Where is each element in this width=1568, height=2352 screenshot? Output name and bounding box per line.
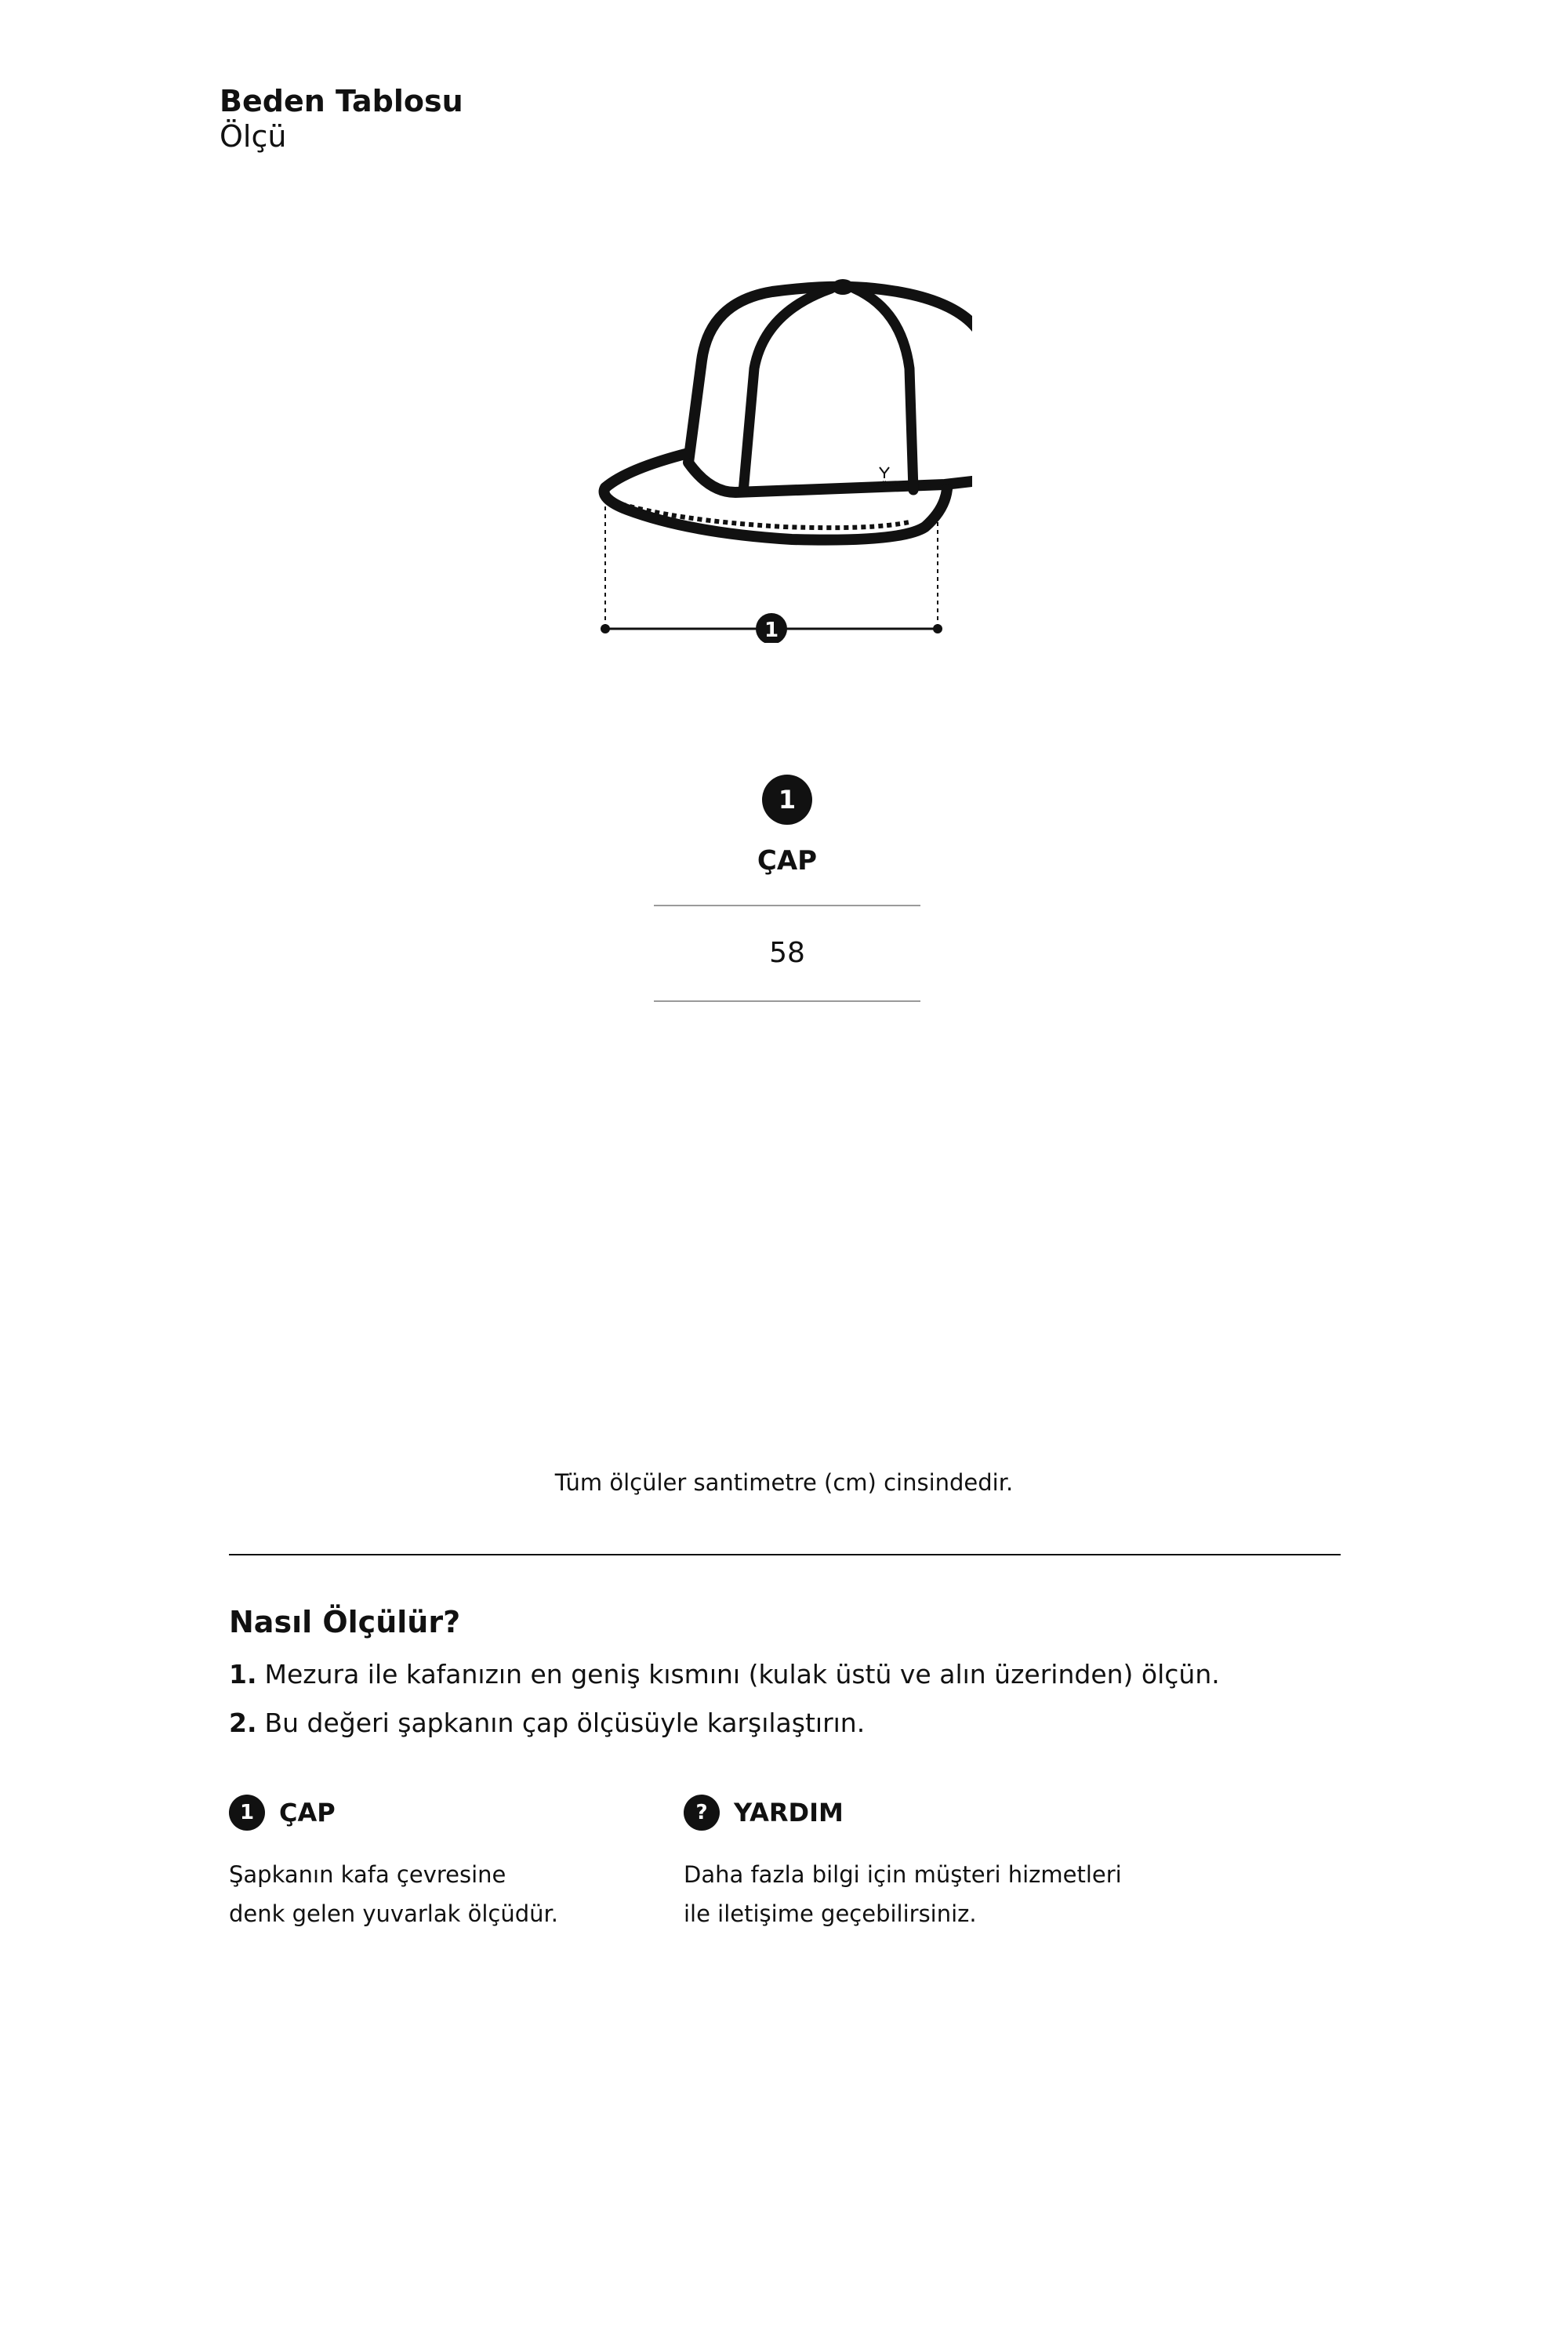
section-divider <box>229 1554 1341 1555</box>
svg-text:1: 1 <box>764 619 779 642</box>
size-table-bottom-rule <box>654 1000 920 1002</box>
size-value-cell: 58 <box>769 937 805 969</box>
info-card-label: YARDIM <box>734 1798 844 1828</box>
info-card-description <box>684 1855 1123 1933</box>
description-line: Şapkanın kafa çevresine <box>229 1861 506 1888</box>
description-line: denk gelen yuvarlak ölçüdür. <box>229 1900 559 1927</box>
measurement-marker <box>756 613 787 643</box>
description-line: ile iletişime geçebilirsiniz. <box>684 1900 977 1927</box>
size-table <box>654 775 920 1002</box>
number-one-icon: 1 <box>229 1795 265 1831</box>
howto-step-1 <box>229 1659 1342 1690</box>
step-number: 2. <box>229 1708 257 1738</box>
svg-text:nordbron: nordbron <box>868 481 901 488</box>
size-column-header: ÇAP <box>757 845 818 877</box>
question-mark-icon: ? <box>684 1795 720 1831</box>
info-card-header <box>229 1794 668 1831</box>
measurement-badge: 1 <box>762 775 812 825</box>
page-subtitle: Ölçü <box>220 119 287 154</box>
info-card-header <box>684 1794 1123 1831</box>
units-note: Tüm ölçüler santimetre (cm) cinsindedir. <box>554 1469 1014 1496</box>
cap-illustration <box>580 267 972 643</box>
info-card-cap <box>229 1794 668 1933</box>
description-line: Daha fazla bilgi için müşteri hizmetleri <box>684 1861 1122 1888</box>
info-card-label: ÇAP <box>279 1798 336 1828</box>
cap-button <box>832 279 854 295</box>
how-to-title: Nasıl Ölçülür? <box>229 1605 461 1639</box>
info-card-description <box>229 1855 668 1933</box>
header <box>220 83 463 154</box>
info-card-help <box>684 1794 1123 1933</box>
step-text: Mezura ile kafanızın en geniş kısmını (kulak üstü ve alın üzerinden) ölçün. <box>264 1659 1220 1690</box>
page-title: Beden Tablosu <box>220 84 463 118</box>
brand-logo <box>869 467 901 488</box>
step-text: Bu değeri şapkanın çap ölçüsüyle karşılaştırın. <box>264 1708 866 1738</box>
howto-step-2 <box>229 1708 1342 1739</box>
step-number: 1. <box>229 1659 257 1690</box>
how-to-measure <box>229 1602 1342 1739</box>
